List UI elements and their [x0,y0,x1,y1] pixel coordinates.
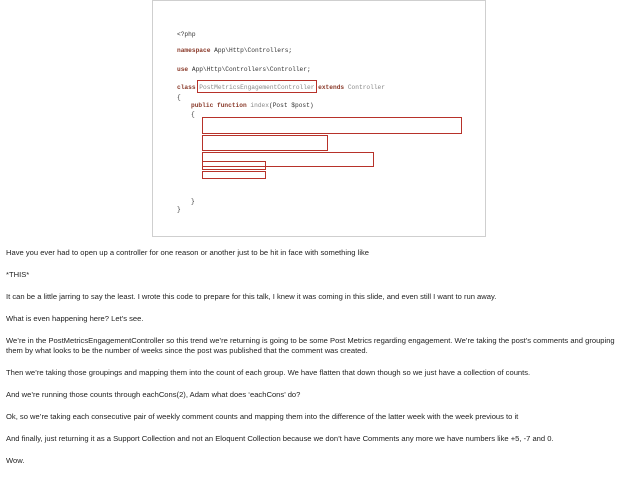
method-open-brace: { [191,111,195,118]
method-args: (Post $post) [269,102,314,109]
use-keyword: use [177,66,189,73]
code-line-box-2 [202,135,328,151]
note-paragraph: And finally, just returning it as a Support Collection and not an Eloquent Collection because we don’t have Comments any more we have numbers like +5, -7 and 0. [6,434,554,443]
method-line [191,102,314,110]
extends-value: Controller [347,84,385,91]
code-slide [152,0,486,237]
note-paragraph: And we’re running those counts through eachCons(2), Adam what does ‘eachCons’ do? [6,390,301,399]
use-line [177,66,311,74]
code-line-box-4 [202,161,266,170]
extends-keyword: extends [318,84,345,91]
note-paragraph: What is even happening here? Let’s see. [6,314,144,323]
note-paragraph: Have you ever had to open up a controller for one reason or another just to be hit in face with something like [6,248,370,257]
code-line-box-5 [202,171,266,179]
note-paragraph: It can be a little jarring to say the least. I wrote this code to prepare for this talk, I knew it was coming in this slide, and even still I want to run away. [6,292,497,301]
use-value: App\Http\Controllers\Controller; [191,66,311,73]
namespace-value: App\Http\Controllers; [214,47,293,54]
class-name-highlight-box [197,80,317,93]
note-paragraph: Ok, so we’re taking each consecutive pair of weekly comment counts and mapping them into the difference of the latter week with the week previous to it [6,412,519,421]
note-paragraph: We’re in the PostMetricsEngagementController so this trend we’re returning is going to be some Post Metrics regarding engagement. We’re taking the post’s comments and grouping them by what looks to be the number of weeks since the post was published that the comment was created. [6,336,615,355]
namespace-keyword: namespace [177,47,211,54]
method-keyword: public function [191,102,247,109]
class-keyword: class [177,84,196,91]
php-open-tag: <?php [177,31,196,38]
method-name: index [250,102,269,109]
method-close-brace: } [191,198,195,205]
namespace-line [177,47,292,55]
note-paragraph: Wow. [6,456,25,465]
class-open-brace: { [177,94,181,101]
note-paragraph: *THIS* [6,270,30,279]
code-line-box-1 [202,117,462,134]
class-close-brace: } [177,206,181,213]
note-paragraph: Then we’re taking those groupings and mapping them into the count of each group. We have flatten that down though so we just have a collection of counts. [6,368,531,377]
speaker-notes [6,248,632,478]
class-name: PostMetricsEngagementController [199,84,315,91]
